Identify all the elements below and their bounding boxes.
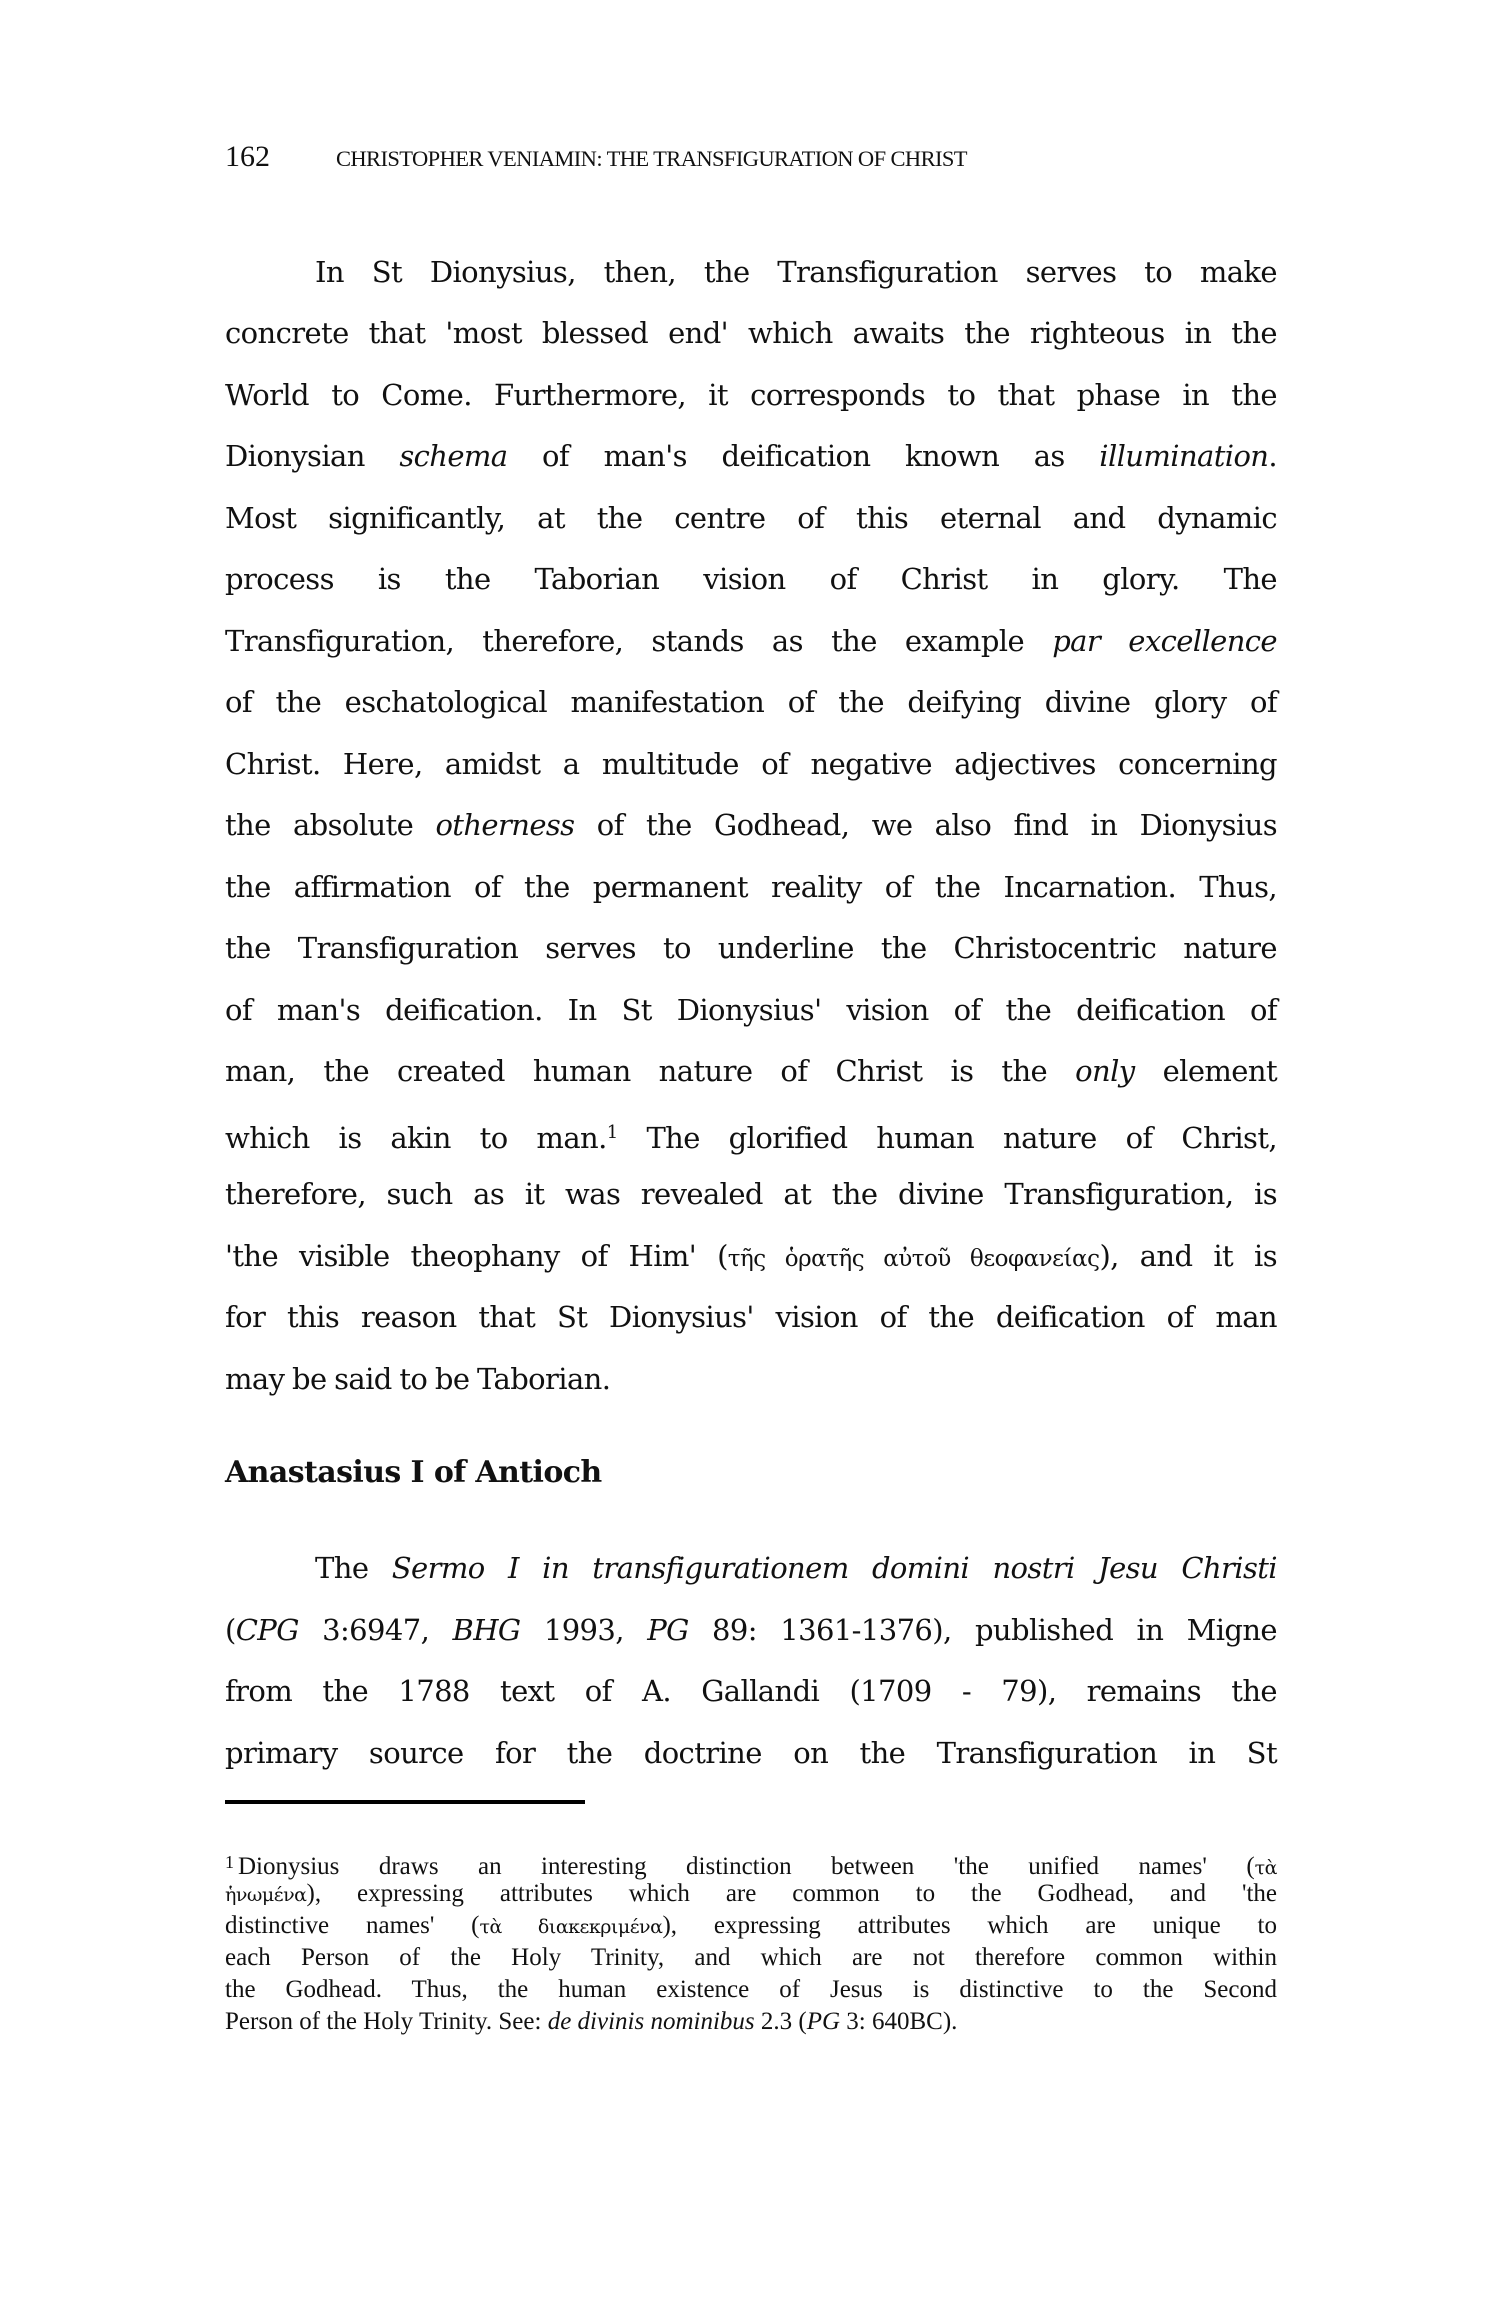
footnote-line: the Godhead. Thus, the human existence of Jesus is distinctive to the Second (225, 1976, 1277, 2003)
text-line: therefore, such as it was revealed at the divine Transfiguration, is (225, 1177, 1277, 1211)
text-line: for this reason that St Dionysius' vision of the deification of man (225, 1300, 1277, 1334)
text-line (225, 619, 1277, 663)
text-run: . (1268, 439, 1278, 473)
text-line: World to Come. Furthermore, it corresponds to that phase in the (225, 378, 1277, 412)
text-line: primary source for the doctrine on the Transfiguration in St (225, 1736, 1277, 1770)
text-run: ( (225, 1613, 236, 1647)
page-number: 162 (225, 140, 270, 173)
section-heading: Anastasius I of Antioch (225, 1455, 602, 1490)
text-run: Dionysian (225, 439, 400, 473)
italic-term: illumination (1099, 439, 1269, 473)
running-head (225, 140, 1285, 180)
footnote-line (225, 2006, 957, 2038)
greek-text: τὰ (1254, 1857, 1277, 1879)
footnote-line: each Person of the Holy Trinity, and which are not therefore common within (225, 1944, 1277, 1971)
italic-abbrev: PG (647, 1613, 689, 1647)
text-run: man, the created human nature of Christ is the (225, 1054, 1076, 1088)
italic-term: otherness (435, 808, 575, 842)
text-line (315, 1546, 1277, 1590)
text-line: the Transfiguration serves to underline the Christocentric nature (225, 931, 1277, 965)
text-line (225, 434, 1277, 478)
text-run: ), expressing attributes which are common to the Godhead, and 'the (306, 1880, 1277, 1907)
text-line: may be said to be Taborian. (225, 1362, 611, 1396)
text-run: 3: 640BC). (840, 2008, 958, 2035)
text-run: of man's deification known as (507, 439, 1100, 473)
italic-abbrev: PG (806, 2008, 841, 2035)
text-line: from the 1788 text of A. Gallandi (1709 - 79), remains the (225, 1674, 1277, 1708)
greek-text: ἡνωμένα (225, 1884, 307, 1906)
text-run: Transfiguration, therefore, stands as the example (225, 624, 1053, 658)
italic-abbrev: CPG (235, 1613, 299, 1647)
footnote-line (225, 1910, 1277, 1942)
text-run: 2.3 ( (754, 2008, 807, 2035)
italic-term: only (1075, 1054, 1135, 1088)
footnote-line (225, 1878, 1277, 1910)
italic-title: Sermo I in transfigurationem domini nostri Jesu Christi (391, 1551, 1277, 1585)
text-run: The (315, 1551, 392, 1585)
italic-title: de divinis nominibus (547, 2008, 755, 2035)
text-run: 3:6947, (298, 1613, 453, 1647)
running-title: CHRISTOPHER VENIAMIN: THE TRANSFIGURATION OF CHRIST (336, 146, 967, 171)
text-run: 89: 1361-1376), published in Migne (688, 1613, 1277, 1647)
italic-term: par excellence (1052, 624, 1277, 658)
text-run: ), expressing attributes which are unique to (662, 1912, 1277, 1939)
text-run: Dionysius draws an interesting distinction between 'the unified names' ( (238, 1853, 1255, 1880)
text-run: the absolute (225, 808, 436, 842)
text-run: The glorified human nature of Christ, (617, 1121, 1277, 1155)
text-line: of the eschatological manifestation of the deifying divine glory of (225, 685, 1277, 719)
text-run: which is akin to man. (225, 1121, 607, 1155)
text-line: Christ. Here, amidst a multitude of negative adjectives concerning (225, 747, 1277, 781)
text-line: process is the Taborian vision of Christ in glory. The (225, 562, 1277, 596)
footnote-marker: 1 (225, 1852, 234, 1872)
text-run: ), and it is (1099, 1239, 1277, 1273)
text-run: 1993, (520, 1613, 648, 1647)
greek-text: τὰ διακεκριμένα (479, 1916, 663, 1938)
text-run: Person of the Holy Trinity. See: (225, 2008, 548, 2035)
text-line: the affirmation of the permanent reality of the Incarnation. Thus, (225, 870, 1277, 904)
text-run: element (1134, 1054, 1278, 1088)
text-line: In St Dionysius, then, the Transfiguration serves to make (315, 255, 1277, 289)
text-run: 'the visible theophany of Him' ( (225, 1239, 728, 1273)
text-line: Most significantly, at the centre of this eternal and dynamic (225, 501, 1277, 535)
text-run: distinctive names' ( (225, 1912, 480, 1939)
greek-text: τῆς ὁρατῆς αὐτοῦ θεοφανείας (727, 1246, 1100, 1272)
text-line (225, 803, 1277, 847)
text-run: of the Godhead, we also find in Dionysius (574, 808, 1277, 842)
italic-term: schema (399, 439, 508, 473)
text-line (225, 1049, 1277, 1093)
text-line: concrete that 'most blessed end' which awaits the righteous in the (225, 316, 1277, 350)
text-line (225, 1111, 1277, 1155)
italic-abbrev: BHG (452, 1613, 521, 1647)
text-line (225, 1608, 1277, 1652)
footnote-separator (225, 1800, 585, 1804)
footnote-line (225, 1846, 1277, 1878)
text-line: of man's deification. In St Dionysius' vision of the deification of (225, 993, 1277, 1027)
footnote-reference[interactable]: 1 (606, 1122, 618, 1143)
text-line (225, 1234, 1277, 1278)
